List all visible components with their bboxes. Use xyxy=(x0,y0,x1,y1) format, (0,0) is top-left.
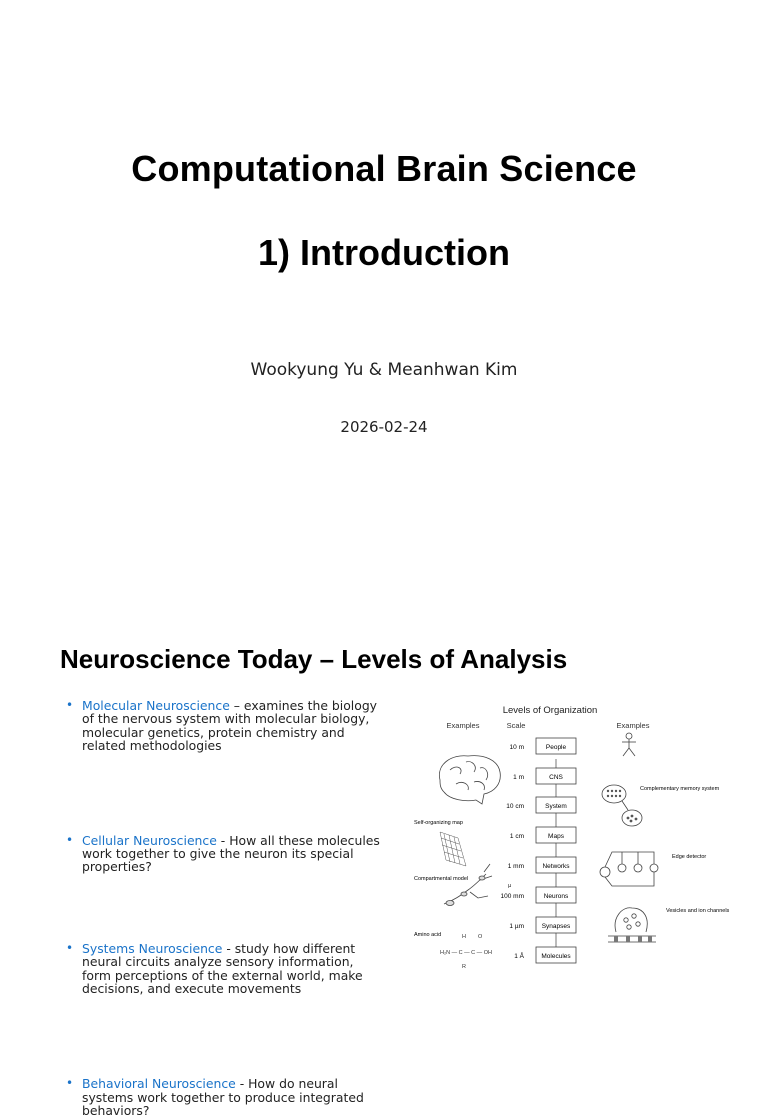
bullet-text: - How do neural systems work together to produce integrated behaviors? xyxy=(82,1076,364,1118)
svg-text:H₂N — C — C — OH: H₂N — C — C — OH xyxy=(440,950,492,956)
title-slide xyxy=(0,0,768,512)
svg-text:H: H xyxy=(462,934,466,940)
levels-of-analysis-slide xyxy=(0,618,768,1118)
bullet-text: - study how different neural circuits analyze sensory information, form perceptions of the external world, make decisions, and execute movements xyxy=(82,940,363,997)
scale-label: 10 cm xyxy=(506,803,524,810)
scale-label: 1 mm xyxy=(507,863,524,870)
level-label: Molecules xyxy=(541,953,571,960)
brain-icon xyxy=(439,756,500,804)
lecture-title: 1) Introduction xyxy=(258,232,510,273)
level-row xyxy=(501,883,576,903)
right-label: Edge detector xyxy=(672,854,707,860)
bullet-dot-icon: • xyxy=(66,832,74,847)
bullet-molecular xyxy=(60,699,380,753)
scale-label: 100 mm xyxy=(500,893,524,900)
bullet-dot-icon: • xyxy=(66,940,74,955)
svg-text:R: R xyxy=(462,964,466,970)
mu-mark: µ xyxy=(508,883,511,889)
level-row xyxy=(508,857,576,873)
bullet-dot-icon: • xyxy=(66,1076,74,1091)
course-title: Computational Brain Science xyxy=(131,148,637,189)
level-row xyxy=(509,917,576,933)
lecture-date: 2026-02-24 xyxy=(340,418,428,436)
left-label: Self-organizing map xyxy=(414,820,463,826)
left-label: Amino acid xyxy=(414,932,442,938)
bullet-term: Molecular Neuroscience xyxy=(82,698,230,713)
figure-title: Levels of Organization xyxy=(502,705,598,716)
synapse-vesicles-icon xyxy=(608,908,656,942)
scale-label: 1 m xyxy=(513,774,524,781)
memory-system-icon xyxy=(602,785,642,826)
col-scale: Scale xyxy=(506,721,526,730)
left-label: Compartmental model xyxy=(414,876,469,882)
level-row xyxy=(513,768,576,784)
som-mesh-icon xyxy=(440,832,466,866)
levels-of-organization-figure xyxy=(400,696,730,974)
right-label: Vesicles and ion channels xyxy=(666,908,730,914)
bullet-term: Cellular Neuroscience xyxy=(82,832,217,848)
bullet-systems xyxy=(60,942,380,996)
levels-figure-svg xyxy=(400,696,730,974)
level-row xyxy=(510,738,576,754)
col-examples-left: Examples xyxy=(446,721,480,730)
neuron-compartment-icon xyxy=(444,864,492,906)
level-label: Maps xyxy=(548,833,564,840)
bullet-text: - How all these molecules work together to give the neuron its special properties? xyxy=(82,832,380,875)
level-label: People xyxy=(545,744,567,751)
authors: Wookyung Yu & Meanhwan Kim xyxy=(250,360,518,380)
level-label: Synapses xyxy=(541,923,571,930)
level-label: CNS xyxy=(549,774,563,781)
person-icon xyxy=(622,733,636,756)
level-row xyxy=(506,797,576,813)
level-label: System xyxy=(545,803,567,810)
level-label: Neurons xyxy=(543,893,569,900)
level-row xyxy=(510,827,576,843)
amino-acid-structure-icon xyxy=(440,934,492,970)
bullet-term: Systems Neuroscience xyxy=(82,940,223,956)
right-label: Complementary memory system xyxy=(640,786,720,792)
scale-label: 1 cm xyxy=(509,833,524,840)
scale-label: 1 Å xyxy=(514,953,524,960)
level-ladder xyxy=(501,738,576,963)
svg-text:O: O xyxy=(478,934,483,940)
bullet-list xyxy=(60,698,380,1118)
col-examples-right: Examples xyxy=(616,721,650,730)
scale-label: 10 m xyxy=(509,744,524,751)
bullet-term: Behavioral Neuroscience xyxy=(82,1076,236,1092)
level-label: Networks xyxy=(542,863,570,870)
edge-detector-icon xyxy=(600,852,658,886)
bullet-cellular xyxy=(60,834,380,874)
slide-title: Neuroscience Today – Levels of Analysis xyxy=(60,644,568,674)
bullet-behavioral xyxy=(60,1077,380,1117)
bullet-dot-icon: • xyxy=(66,698,74,712)
level-row xyxy=(514,947,576,963)
scale-label: 1 µm xyxy=(509,923,524,930)
bullet-text: – examines the biology of the nervous system with molecular biology, molecular genetics, protein chemistry and related methodologies xyxy=(82,698,378,754)
